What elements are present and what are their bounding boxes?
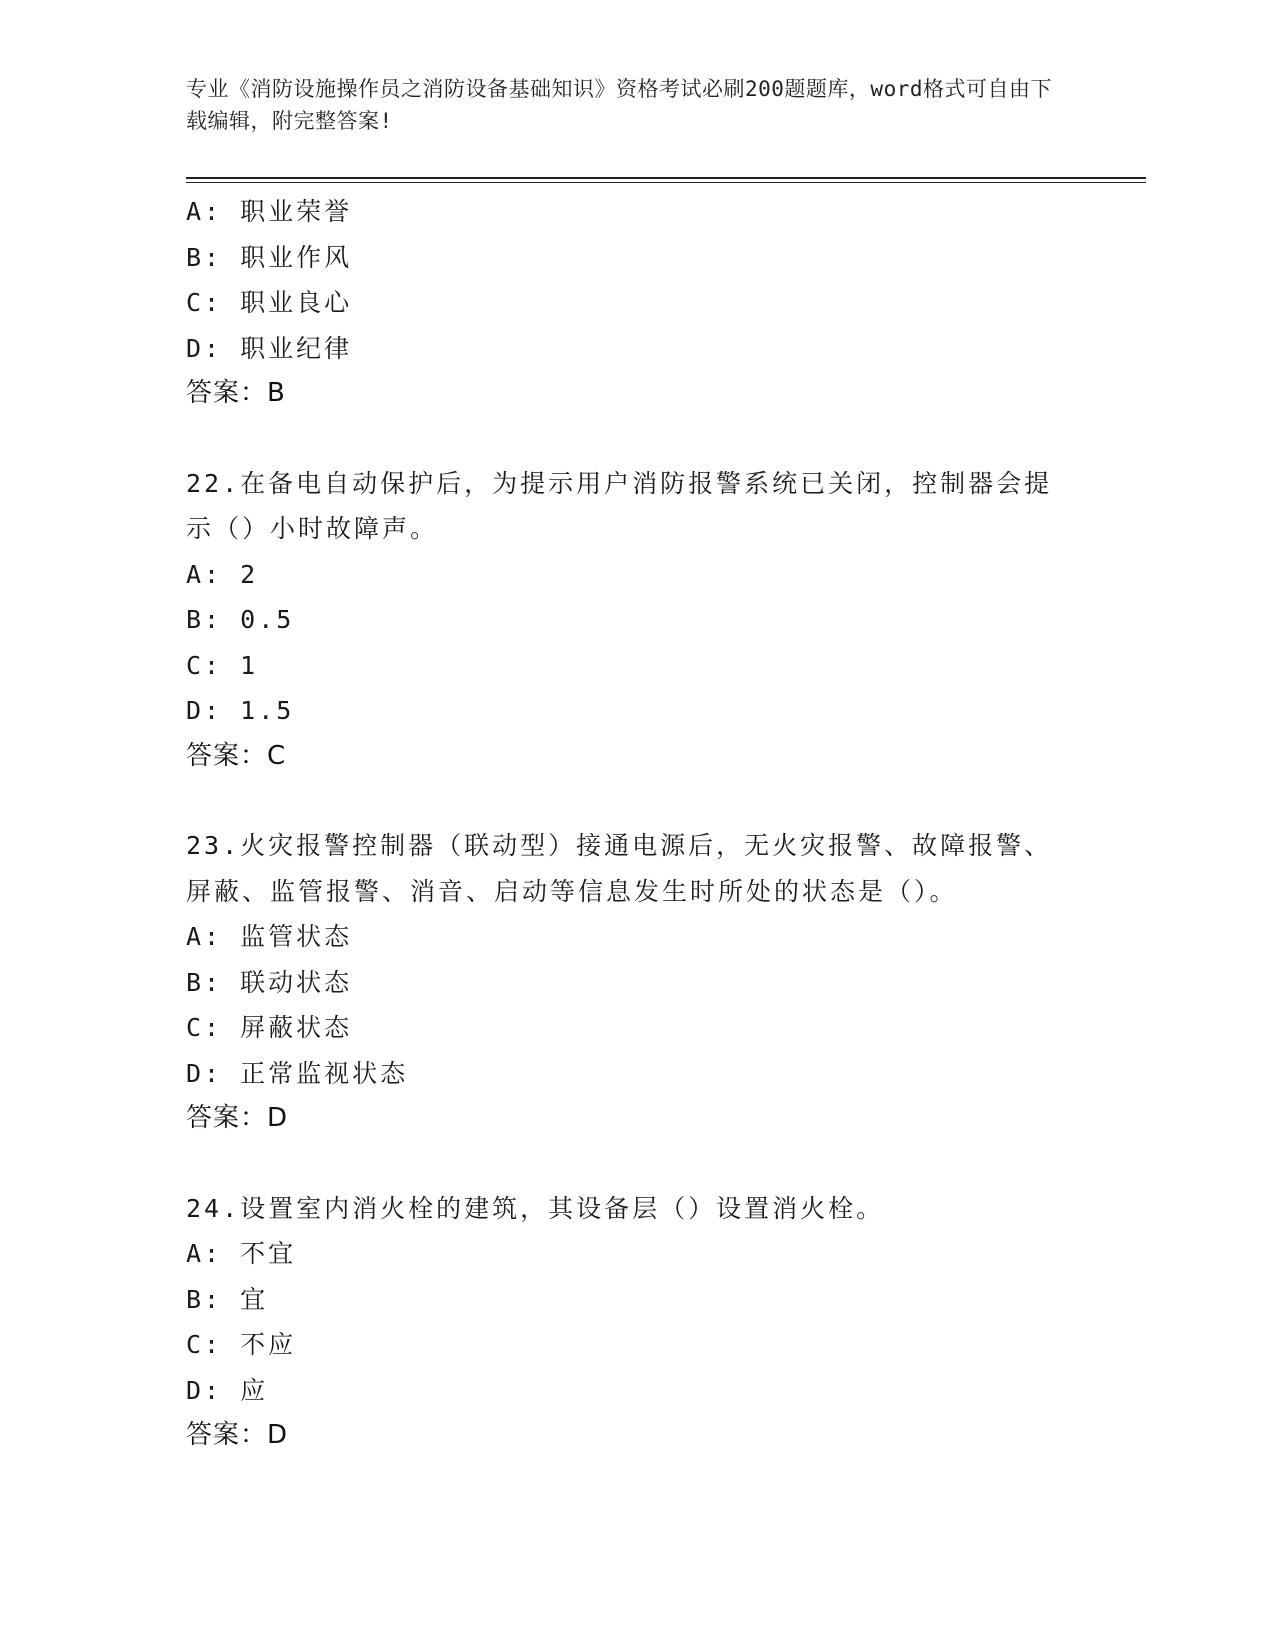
question-stem: 24.设置室内消火栓的建筑，其设备层（）设置消火栓。 xyxy=(186,1193,885,1223)
option-a xyxy=(186,189,1086,235)
option-letter: D: xyxy=(186,1375,223,1405)
answer-value: D xyxy=(267,1103,289,1133)
option-c xyxy=(186,1322,1086,1368)
answer-label: 答案： xyxy=(186,1420,268,1450)
option-text: 正常监视状态 xyxy=(240,1058,409,1088)
answer-value: B xyxy=(267,378,286,408)
option-a xyxy=(186,552,1086,598)
option-letter: A: xyxy=(186,197,223,226)
option-letter: D: xyxy=(186,1058,223,1088)
option-b xyxy=(186,960,1086,1006)
option-letter: B: xyxy=(186,967,223,997)
option-d xyxy=(186,326,1086,372)
answer-line xyxy=(186,1096,1086,1142)
answer-label: 答案： xyxy=(186,378,268,408)
option-text: 联动状态 xyxy=(240,967,353,997)
question-block-24 xyxy=(186,1186,1086,1459)
option-text: 职业荣誉 xyxy=(240,197,353,226)
header-divider-thick xyxy=(186,177,1146,179)
option-letter: C: xyxy=(186,650,223,680)
option-c xyxy=(186,280,1086,326)
option-a xyxy=(186,914,1086,960)
option-b xyxy=(186,1277,1086,1323)
option-d xyxy=(186,1368,1086,1414)
option-letter: D: xyxy=(186,696,223,725)
question-stem: 22.在备电自动保护后，为提示用户消防报警系统已关闭，控制器会提示（）小时故障声。 xyxy=(186,468,1053,543)
option-c xyxy=(186,1005,1086,1051)
answer-value: D xyxy=(267,1420,289,1450)
answer-line xyxy=(186,734,1086,780)
option-b xyxy=(186,235,1086,281)
question-block-22 xyxy=(186,461,1086,780)
option-letter: B: xyxy=(186,1284,223,1314)
answer-line xyxy=(186,371,1086,417)
question-block-continued xyxy=(186,189,1086,417)
answer-label: 答案： xyxy=(186,1103,268,1133)
option-letter: C: xyxy=(186,1013,223,1042)
option-text: 不宜 xyxy=(240,1239,297,1268)
option-text: 职业作风 xyxy=(240,242,353,272)
option-c xyxy=(186,643,1086,689)
option-letter: B: xyxy=(186,242,223,272)
option-text: 2 xyxy=(240,559,259,589)
spacer xyxy=(186,417,1086,461)
spacer xyxy=(186,1142,1086,1186)
document-header: 专业《消防设施操作员之消防设备基础知识》资格考试必刷200题题库，word格式可自由下载编辑，附完整答案! xyxy=(186,77,1052,133)
option-letter: C: xyxy=(186,1330,223,1359)
question-list xyxy=(186,189,1086,1459)
option-letter: D: xyxy=(186,333,223,363)
option-letter: A: xyxy=(186,1239,223,1268)
answer-line xyxy=(186,1413,1086,1459)
option-text: 监管状态 xyxy=(240,922,353,951)
question-stem: 23.火灾报警控制器（联动型）接通电源后，无火灾报警、故障报警、屏蔽、监管报警、消音、启动等信息发生时所处的状态是（）。 xyxy=(186,831,1053,906)
option-text: 应 xyxy=(240,1375,269,1405)
option-text: 宜 xyxy=(240,1284,269,1314)
option-text: 不应 xyxy=(240,1330,297,1359)
answer-label: 答案： xyxy=(186,740,268,771)
option-letter: C: xyxy=(186,288,223,317)
option-d xyxy=(186,688,1086,734)
option-a xyxy=(186,1231,1086,1277)
option-letter: B: xyxy=(186,605,223,634)
question-block-23 xyxy=(186,823,1086,1142)
header-divider-thin xyxy=(186,182,1146,183)
option-text: 屏蔽状态 xyxy=(240,1013,353,1042)
option-text: 职业良心 xyxy=(240,288,353,317)
option-text: 1.5 xyxy=(240,696,295,725)
option-text: 0.5 xyxy=(240,605,295,634)
answer-value: C xyxy=(267,740,287,771)
option-letter: A: xyxy=(186,922,223,951)
option-b xyxy=(186,597,1086,643)
option-text: 1 xyxy=(240,650,259,680)
option-text: 职业纪律 xyxy=(240,333,353,363)
option-letter: A: xyxy=(186,559,223,589)
spacer xyxy=(186,779,1086,823)
option-d xyxy=(186,1051,1086,1097)
